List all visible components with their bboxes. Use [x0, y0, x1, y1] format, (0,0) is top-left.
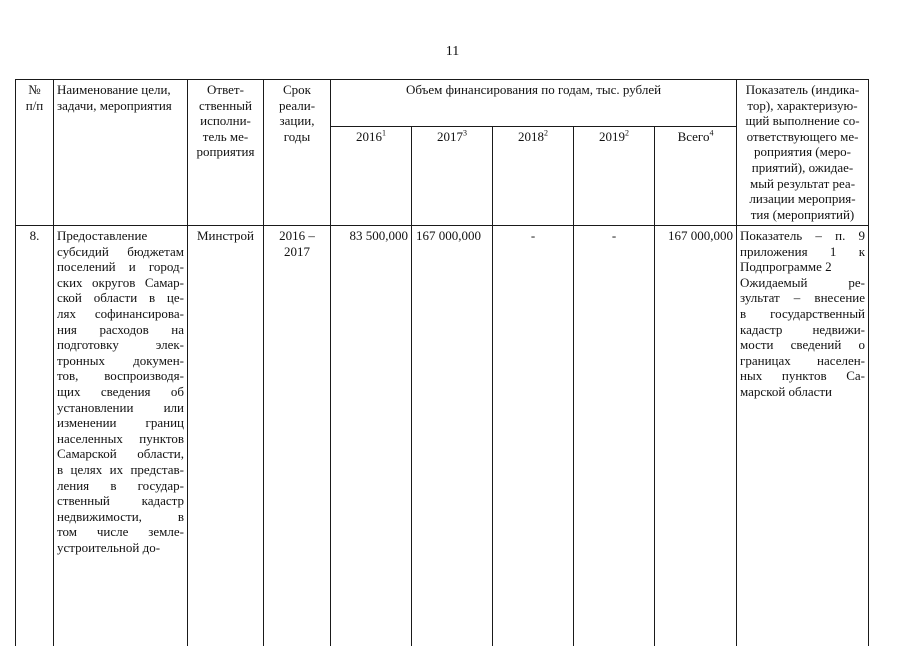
header-total [655, 127, 737, 226]
text-line: устроительной до- [57, 539, 161, 555]
text-line: поселений и город- [57, 259, 184, 275]
text-line: населенных пунктов [57, 430, 184, 446]
header-executor: Ответ- ственный исполни- тель ме- роприятия [188, 80, 264, 226]
text-line: Ожидаемый ре- [740, 274, 866, 290]
text-line: установлении или [57, 399, 184, 415]
year-label: 2017 [437, 129, 463, 144]
text-line: щих сведения об [57, 383, 184, 399]
text-line: том числе земле- [57, 524, 184, 540]
header-year-2018 [493, 127, 574, 226]
text-line: ных пунктов Са- [740, 368, 866, 384]
text-line: изменении границ [57, 415, 184, 431]
text-line: марской области [740, 383, 833, 399]
text-line: тронных докумен- [57, 352, 184, 368]
text-line: ления в государ- [57, 477, 184, 493]
text-line: Предоставление [57, 228, 148, 243]
year-footnote: 1 [382, 128, 386, 138]
header-funding: Объем финансирования по годам, тыс. рублей [331, 80, 737, 127]
row-num: 8. [16, 226, 54, 646]
row-value-2017: 167 000,000 [412, 226, 493, 646]
text-line: Подпрограмме 2 [740, 259, 832, 275]
row-indicator-lines [740, 228, 865, 400]
year-label: 2018 [518, 129, 544, 144]
text-line: приложения 1 к [740, 243, 866, 259]
row-term: 2016 – 2017 [264, 226, 331, 646]
text-line: ния расходов на [57, 321, 184, 337]
year-footnote: 3 [463, 128, 467, 138]
text-line: Показатель – п. 9 [740, 228, 866, 243]
row-name-lines [57, 228, 184, 555]
row-value-2016: 83 500,000 [331, 226, 412, 646]
text-line: лях софинансирова- [57, 305, 184, 321]
text-line: субсидий бюджетам [57, 243, 184, 259]
text-line: ских округов Самар- [57, 274, 184, 290]
row-value-2018: - [493, 226, 574, 646]
header-year-2017 [412, 127, 493, 226]
text-line: зультат – внесение [740, 290, 866, 306]
text-line: мости сведений о [740, 337, 866, 353]
row-value-total: 167 000,000 [655, 226, 737, 646]
header-row-top [16, 80, 869, 127]
year-footnote: 4 [709, 128, 714, 138]
row-name [54, 226, 188, 646]
table-row [16, 226, 869, 646]
row-indicator [737, 226, 869, 646]
text-line: границах населен- [740, 352, 866, 368]
text-line: в целях их представ- [57, 461, 184, 477]
year-label: 2019 [599, 129, 625, 144]
text-line: кадастр недвижи- [740, 321, 866, 337]
row-value-2019: - [574, 226, 655, 646]
year-label: Всего [677, 129, 710, 144]
text-line: ственный кадастр [57, 493, 184, 509]
text-line: тов, воспроизводя- [57, 368, 184, 384]
text-line: Самарской области, [57, 446, 184, 462]
header-term: Срок реали- зации, годы [264, 80, 331, 226]
text-line: подготовку элек- [57, 337, 184, 353]
text-line: в государственный [740, 305, 866, 321]
text-line: ской области в це- [57, 290, 184, 306]
year-label: 2016 [356, 129, 382, 144]
text-line: недвижимости, в [57, 508, 184, 524]
program-table [15, 79, 869, 646]
year-footnote: 2 [625, 128, 629, 138]
header-name: Наименование цели, задачи, мероприятия [54, 80, 188, 226]
year-footnote: 2 [544, 128, 548, 138]
header-num: № п/п [16, 80, 54, 226]
row-executor: Минстрой [188, 226, 264, 646]
header-year-2016 [331, 127, 412, 226]
page-number: 11 [445, 44, 460, 59]
header-indicator: Показатель (индика- тор), характеризую- щий выполнение со- ответствующего ме- роприятия (меро- приятий), ожидае- мый результат реа- лизации мероприя- тия (мероприятий) [737, 80, 869, 226]
header-year-2019 [574, 127, 655, 226]
